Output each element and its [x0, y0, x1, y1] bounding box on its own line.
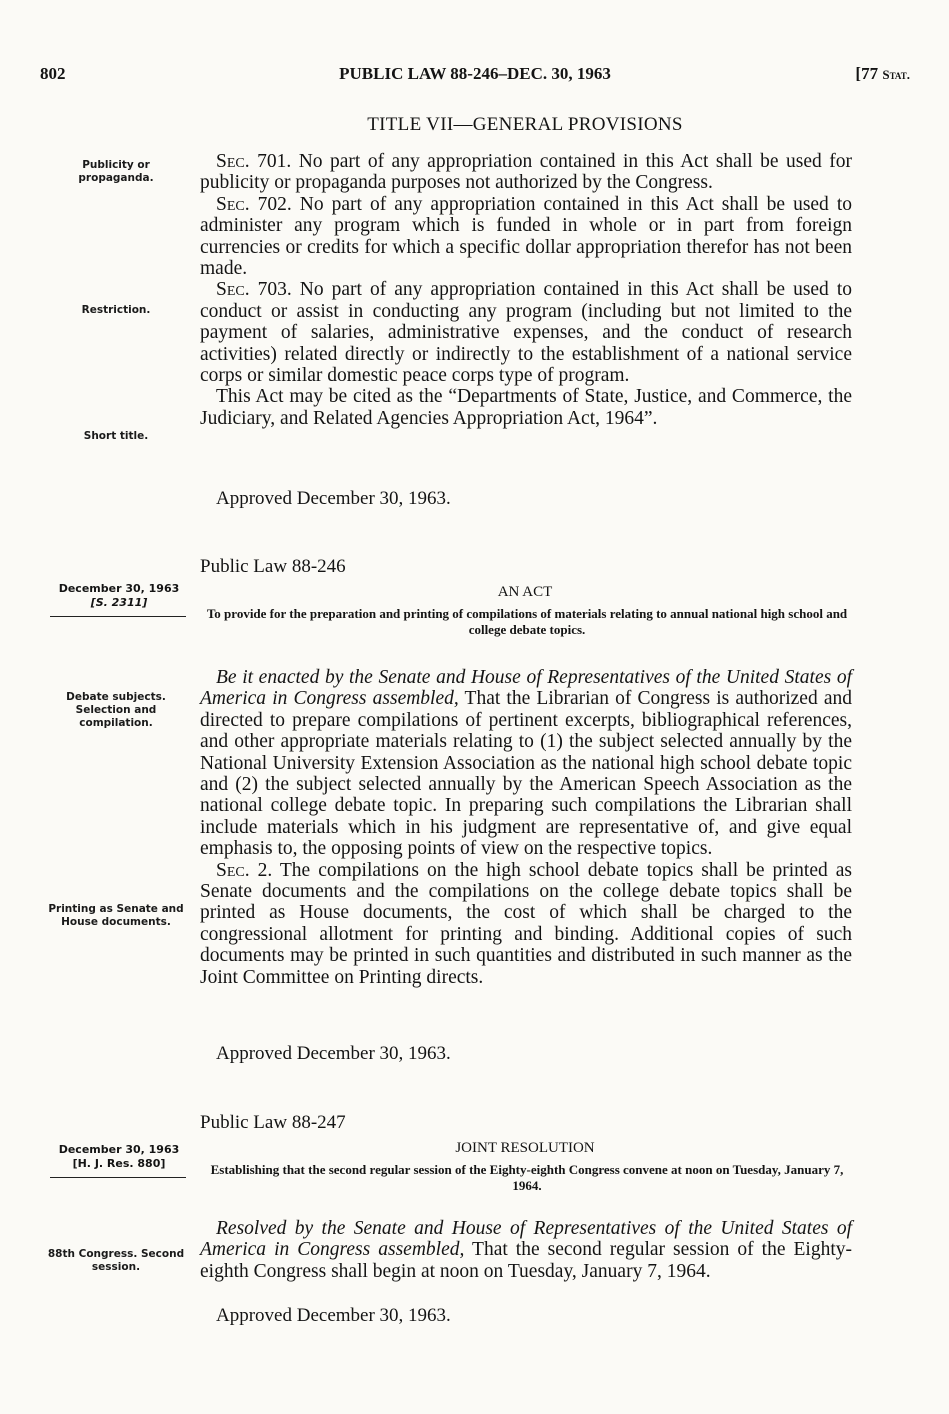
approved-line-1: Approved December 30, 1963. [216, 488, 451, 509]
section-703 [200, 279, 852, 386]
section-text: 2. The compilations on the high school debate topics shall be printed as Senate documents and the compilations on the college debate topics shall be printed as House documents, the cost of which shall be charged to the congressional allotment for printing and binding. Additional copies of such documents may be printed in such quantities and distributed in such manner as the Joint Committee on Printing directs. [200, 859, 852, 988]
margin-note-short-title: Short title. [83, 430, 149, 442]
volume-reference [855, 64, 910, 84]
approved-line-3: Approved December 30, 1963. [216, 1305, 451, 1326]
margin-note-restriction: Restriction. [81, 304, 151, 316]
approved-line-2: Approved December 30, 1963. [216, 1043, 451, 1064]
public-law-88-246-heading: Public Law 88-246 [200, 556, 346, 577]
section-text: 703. No part of any appropriation contained in this Act shall be used to conduct or assist in conducting any program (including but not limited to the payment of salaries, administrative expenses, and the conduct of research activities) related directly or indirectly to the establishment of a national service corps or similar domestic peace corps type of program. [200, 279, 852, 387]
margin-note-printing: Printing as Senate and House documents. [48, 903, 184, 928]
running-head-title: PUBLIC LAW 88-246–DEC. 30, 1963 [339, 64, 611, 83]
pl-88-247-date-block [52, 1143, 186, 1171]
public-law-88-247-heading: Public Law 88-247 [200, 1112, 346, 1133]
date-rule [50, 1177, 186, 1178]
margin-note-debate-subjects: Debate subjects. Selection and compilation. [66, 691, 166, 729]
enacting-text: That the Librarian of Congress is authorized and directed to prepare compilations of pertinent excerpts, bibliographical references, and other appropriate materials relating to (1) the subject selected annually by the National University Extension Association as the national high school debate topic and (2) the subject selected annually by the American Speech Association as the national college debate topic. In preparing such compilations the Librarian shall include materials which in his judgment are representative of, and give equal emphasis to, the opposing points of view on the respective topics. [200, 688, 852, 860]
enacting-italic: Be it enacted by the Senate and House of Representatives of the United States of America in Congress assembled, [200, 667, 852, 710]
act-label: AN ACT [497, 584, 553, 600]
section-text: 701. No part of any appropriation contained in this Act shall be used for publicity or propaganda purposes not authorized by the Congress. [200, 151, 852, 194]
resolved-clause [200, 1218, 852, 1282]
section-702 [200, 194, 852, 280]
section-label: Sec. [216, 151, 250, 172]
pl-88-246-date-block [52, 582, 186, 610]
margin-note-publicity: Publicity or propaganda. [78, 159, 154, 184]
pl-88-246-date: December 30, 1963 [58, 582, 180, 595]
section-label: Sec. [216, 859, 250, 881]
pl-88-247-bill: [H. J. Res. 880] [72, 1157, 166, 1170]
resolved-italic: Resolved by the Senate and House of Representatives of the United States of America in Congress assembled, [200, 1218, 852, 1261]
joint-resolution-label: JOINT RESOLUTION [455, 1140, 595, 1156]
short-title-paragraph: This Act may be cited as the “Departments of State, Justice, and Commerce, the Judiciary, and Related Agencies Appropriation Act, 1964”. [200, 386, 852, 429]
title-vii-body [200, 151, 852, 429]
volume-stat: Stat. [882, 67, 910, 82]
pl-88-247-date: December 30, 1963 [58, 1143, 180, 1156]
date-rule [50, 616, 186, 617]
title-heading: TITLE VII—GENERAL PROVISIONS [367, 114, 683, 135]
pl-88-246-bill: [S. 2311] [90, 596, 148, 609]
section-label: Sec. [216, 193, 250, 215]
enacting-clause [200, 667, 852, 860]
pl-88-246-body [200, 667, 852, 988]
running-head [40, 64, 910, 88]
page-number: 802 [40, 64, 66, 83]
joint-resolution-description: Establishing that the second regular session of the Eighty-eighth Congress convene at noon on Tuesday, January 7, 1964. [210, 1162, 844, 1193]
section-701 [200, 151, 852, 194]
pl-88-247-body [200, 1218, 852, 1282]
section-label: Sec. [216, 279, 250, 301]
resolved-text: That the second regular session of the Eighty-eighth Congress shall begin at noon on Tuesday, January 7, 1964. [200, 1239, 852, 1282]
volume-prefix: [77 [855, 64, 883, 83]
section-text: 702. No part of any appropriation contained in this Act shall be used to administer any program which is funded in whole or in part from foreign currencies or credits for which a specific dollar appropriation therefor has not been made. [200, 193, 852, 280]
margin-note-congress: 88th Congress. Second session. [47, 1248, 185, 1273]
section-2 [200, 860, 852, 988]
act-description: To provide for the preparation and printing of compilations of materials relating to annual national high school and college debate topics. [206, 606, 848, 637]
